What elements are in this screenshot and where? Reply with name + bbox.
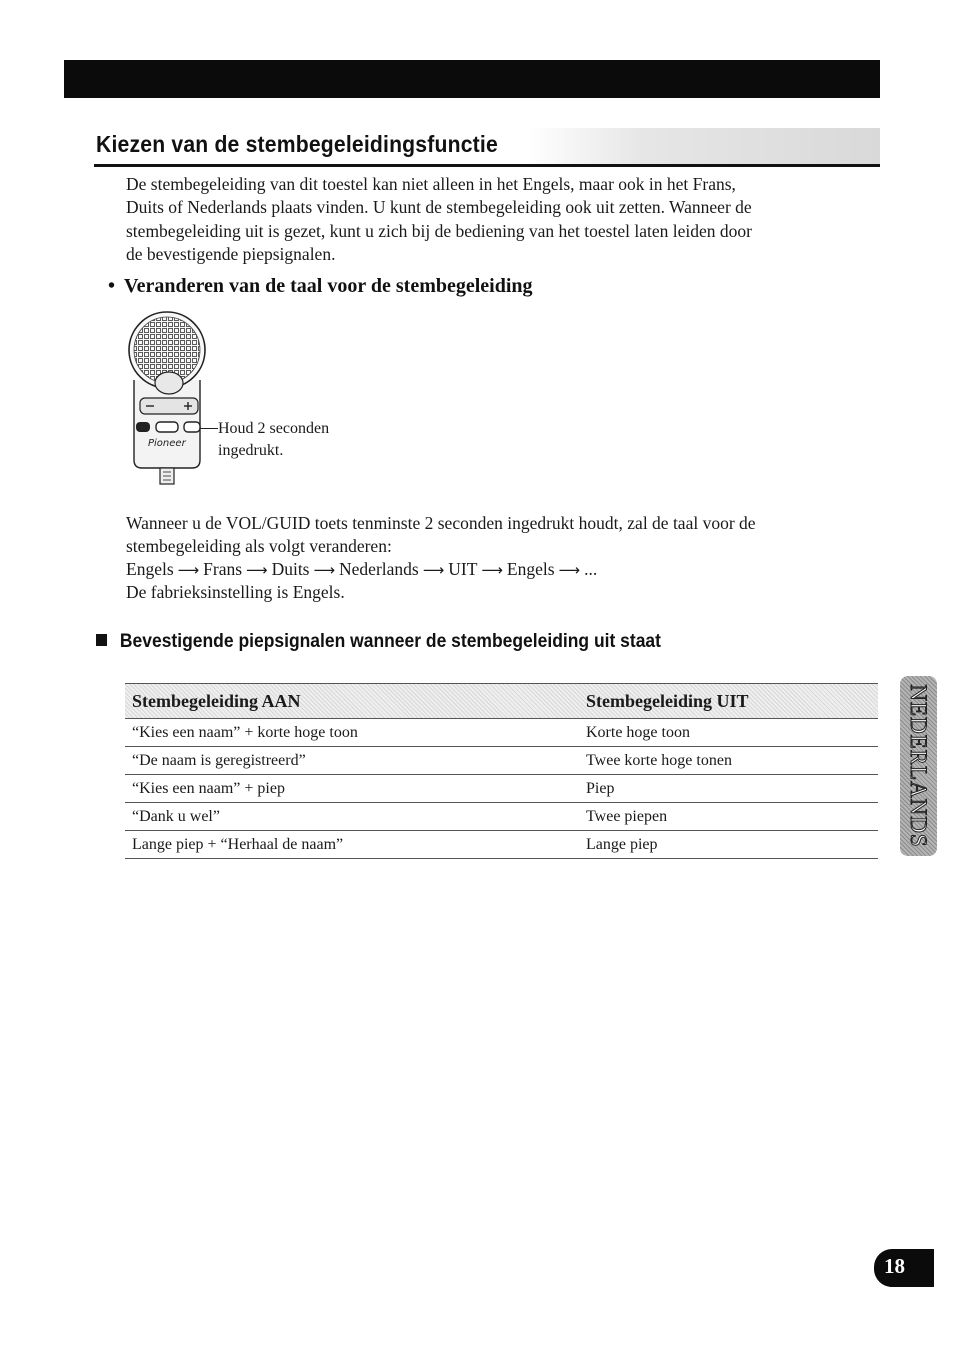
intro-line: de bevestigende piepsignalen. xyxy=(126,243,336,264)
language-sequence xyxy=(126,558,856,582)
arrow-right-icon: ⟶ xyxy=(246,561,268,579)
sequence-item: Duits xyxy=(271,559,310,579)
table-row xyxy=(125,719,878,747)
table-cell: “Kies een naam” + piep xyxy=(125,775,579,803)
arrow-right-icon: ⟶ xyxy=(422,561,445,579)
section-title-block xyxy=(94,128,880,167)
sequence-item: Nederlands xyxy=(339,559,419,579)
arrow-right-icon: ⟶ xyxy=(558,561,581,579)
column-header: Stembegeleiding AAN xyxy=(125,684,579,719)
section-title: Kiezen van de stembegeleidingsfunctie xyxy=(96,131,498,157)
table-cell: Twee korte hoge tonen xyxy=(579,747,878,775)
page-number-badge xyxy=(874,1249,934,1287)
sequence-item: Engels xyxy=(506,559,555,579)
header-bar xyxy=(64,60,880,98)
sequence-item: UIT xyxy=(448,559,478,579)
sequence-item: ... xyxy=(584,559,598,579)
table-cell: “Kies een naam” + korte hoge toon xyxy=(125,719,579,747)
language-side-tab-label: NEDERLANDS xyxy=(906,684,931,848)
sequence-item: Frans xyxy=(203,559,243,579)
table-cell: Twee piepen xyxy=(579,803,878,831)
subheading-text: Veranderen van de taal voor de stembegeleiding xyxy=(124,275,533,297)
page-number: 18 xyxy=(884,1254,905,1278)
table-cell: Lange piep xyxy=(579,831,878,859)
subheading xyxy=(108,275,533,298)
table-cell: Lange piep + “Herhaal de naam” xyxy=(125,831,579,859)
callout-text xyxy=(218,418,368,461)
callout-line: ingedrukt. xyxy=(218,441,284,459)
description-paragraph xyxy=(126,512,856,559)
brand-logo: Pioneer xyxy=(148,438,186,449)
intro-line: De stembegeleiding van dit toestel kan niet alleen in het Engels, maar ook in het Frans, xyxy=(126,174,736,194)
table-cell: “Dank u wel” xyxy=(125,803,579,831)
remote-microphone-illustration xyxy=(120,310,230,490)
beep-section-heading xyxy=(96,631,661,653)
intro-line: Duits of Nederlands plaats vinden. U kunt de stembegeleiding ook uit zetten. Wanneer de xyxy=(126,197,752,218)
arrow-right-icon: ⟶ xyxy=(313,561,336,579)
callout-leader-line xyxy=(200,428,218,429)
square-bullet-icon xyxy=(96,634,107,646)
factory-setting-note: De fabrieksinstelling is Engels. xyxy=(126,582,345,602)
beep-section-heading-text: Bevestigende piepsignalen wanneer de stembegeleiding uit staat xyxy=(119,631,661,652)
language-side-tab xyxy=(900,676,937,856)
beep-table xyxy=(125,683,878,859)
bullet: • xyxy=(108,275,116,297)
arrow-right-icon: ⟶ xyxy=(177,561,200,579)
intro-paragraph xyxy=(126,173,856,266)
intro-line: stembegeleiding uit is gezet, kunt u zich bij de bediening van het toestel laten leiden door xyxy=(126,220,752,241)
table-row xyxy=(125,831,878,859)
table-row xyxy=(125,775,878,803)
column-header: Stembegeleiding UIT xyxy=(579,684,878,719)
table-cell: “De naam is geregistreerd” xyxy=(125,747,579,775)
table-cell: Piep xyxy=(579,775,878,803)
table-header-row xyxy=(125,684,878,719)
table-row xyxy=(125,747,878,775)
table-cell: Korte hoge toon xyxy=(579,719,878,747)
description-line: Wanneer u de VOL/GUID toets tenminste 2 seconden ingedrukt houdt, zal de taal voor de xyxy=(126,513,756,533)
table-row xyxy=(125,803,878,831)
sequence-item: Engels xyxy=(126,559,174,579)
callout-line: Houd 2 seconden xyxy=(218,420,330,437)
description-line: stembegeleiding als volgt veranderen: xyxy=(126,536,392,557)
arrow-right-icon: ⟶ xyxy=(481,561,503,579)
